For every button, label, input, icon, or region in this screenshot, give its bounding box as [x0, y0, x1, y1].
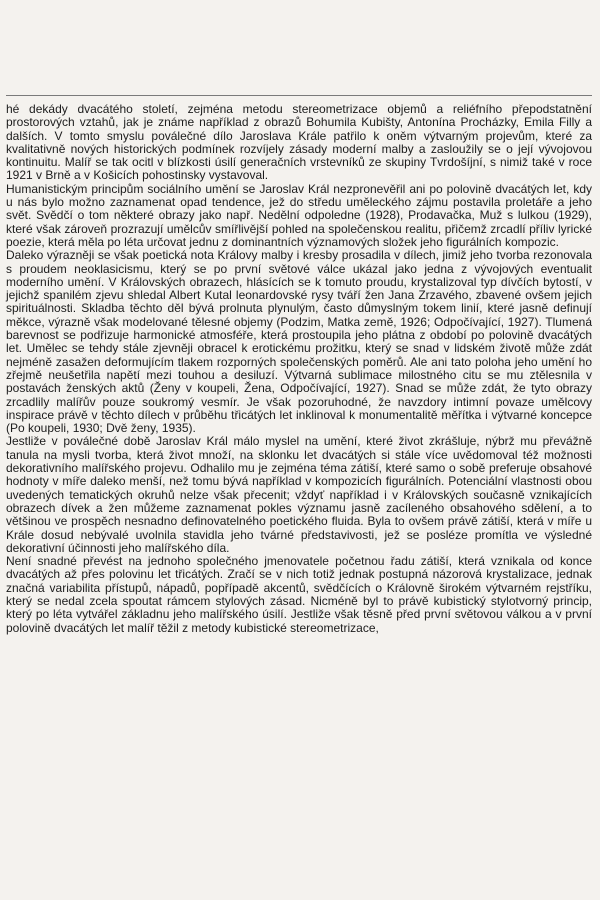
paragraph: hé dekády dvacátého století, zejména metodu stereometrizace objemů a reliéfního přepodstatnění prostorových vztahů, jak je známe například z obrazů Bohumila Kubišty, Antonína Procházky, Emila Filly a dalších. V tomto smyslu poválečné dílo Jaroslava Krále patřilo k oněm výtvarným projevům, které za kvalitativně nových historických podmínek rozvíjely zásady moderní malby a zasloužily se o její vývojovou kontinuitu. Malíř se tak ocitl v blízkosti úsilí generačních vrstevníků ze skupiny Tvrdošíjní, s nimiž také v roce 1921 v Brně a v Košicích pohostinsky vystavoval.	[6, 102, 592, 183]
body-text	[6, 103, 592, 635]
paragraph: Není snadné převést na jednoho společného jmenovatele početnou řadu zátiší, která vznikala od konce dvacátých až přes polovinu let třicátých. Zračí se v nich totiž jednak postupná názorová krystalizace, jednak značná variabilita přístupů, nápadů, popřípadě akcentů, svědčících o Královně širokém výtvarném rejstříku, který se nedal zcela spoutat rámcem stylových zásad. Nicméně byl to právě kubistický stylotvorný princip, který po léta vytvářel základnu jeho malířského úsilí. Jestliže však těsně před první světovou válkou a v první polovině dvacátých let malíř těžil z metody kubistické stereometrizace,	[6, 554, 592, 635]
paragraph: Jestliže v poválečné době Jaroslav Král málo myslel na umění, které život zkrášluje, nýbrž mu převážně tanula na mysli tvorba, která život množí, na sklonku let dvacátých si stále více uvědomoval též možnosti dekorativního malířského projevu. Odhalilo mu je zejména téma zátiší, které samo o sobě preferuje obsahové hodnoty v míře daleko menší, než tomu bývá například v kompozicích figurálních. Potenciální vlastnosti obou uvedených tematických okruhů nelze však přecenit; vždyť například i v Královských současně vznikajících obrazech dívek a žen můžeme zaznamenat pokles významu jasně zacíleného obsahového sdělení, a to většinou ve prospěch nesnadno definovatelného poetického fluida. Byla to ovšem právě zátiší, která v míře u Krále dosud nebývalé uvolnila stavidla jeho tvárné představivosti, jež se posléze promítla ve výsledné dekorativní účinnosti jeho malířského díla.	[6, 434, 592, 555]
paragraph: Daleko výrazněji se však poetická nota Královy malby i kresby prosadila v dílech, jimiž jeho tvorba rezonovala s proudem neoklasicismu, který se po první světové válce ukázal jako jedna z vývojových eventualit moderního umění. V Královských obrazech, hlásících se k tomuto proudu, krystalizoval typ dívčích bytostí, v jejichž spanilém zjevu shledal Albert Kutal leonardovské rysy tváří žen Jana Zrzavého, zbavené ovšem jejich spirituálnosti. Skladba těchto děl bývá prolnuta plynulým, často důmyslným tokem linií, které jasně definují měkce, výrazně však modelované tělesné objemy (Podzim, Matka země, 1926; Odpočívající, 1927). Tlumená barevnost se podřizuje harmonické atmosféře, která prostoupila jeho plátna z období po polovině dvacátých let. Umělec se tehdy stále zjevněji obracel k erotickému prožitku, který se snad v lidském životě může zdát nejméně zasažen deformujícím tlakem rozporných společenských poměrů. Ale ani tato poloha jeho umění ho zřejmě neušetřila napětí mezi touhou a desiluzí. Výtvarná sublimace milostného citu se mu ztělesnila v postavách ženských aktů (Ženy v koupeli, Žena, Odpočívající, 1927). Snad se může zdát, že tyto obrazy zrcadlily malířův pouze soukromý vesmír. Je však pozoruhodné, že navzdory intimní povaze umělcovy inspirace právě v těchto dílech v průběhu třicátých let inklinoval k monumentalitě měřítka i výtvarné koncepce (Po koupeli, 1930; Dvě ženy, 1935).	[6, 248, 592, 436]
paragraph: Humanistickým principům sociálního umění se Jaroslav Král nezpronevěřil ani po polovině dvacátých let, kdy u nás bylo možno zaznamenat opad tendence, jež do středu uměleckého zájmu postavila proletáře a jeho svět. Svědčí o tom některé obrazy jako např. Nedělní odpoledne (1928), Prodavačka, Muž s lulkou (1929), které však zároveň prozrazují umělcův smířlivější pohled na společenskou realitu, přičemž zrcadlí příliv lyrické poezie, která měla po léta určovat jednu z dominantních významových složek jeho figurálních kompozic.	[6, 181, 592, 249]
header-divider	[6, 95, 592, 96]
